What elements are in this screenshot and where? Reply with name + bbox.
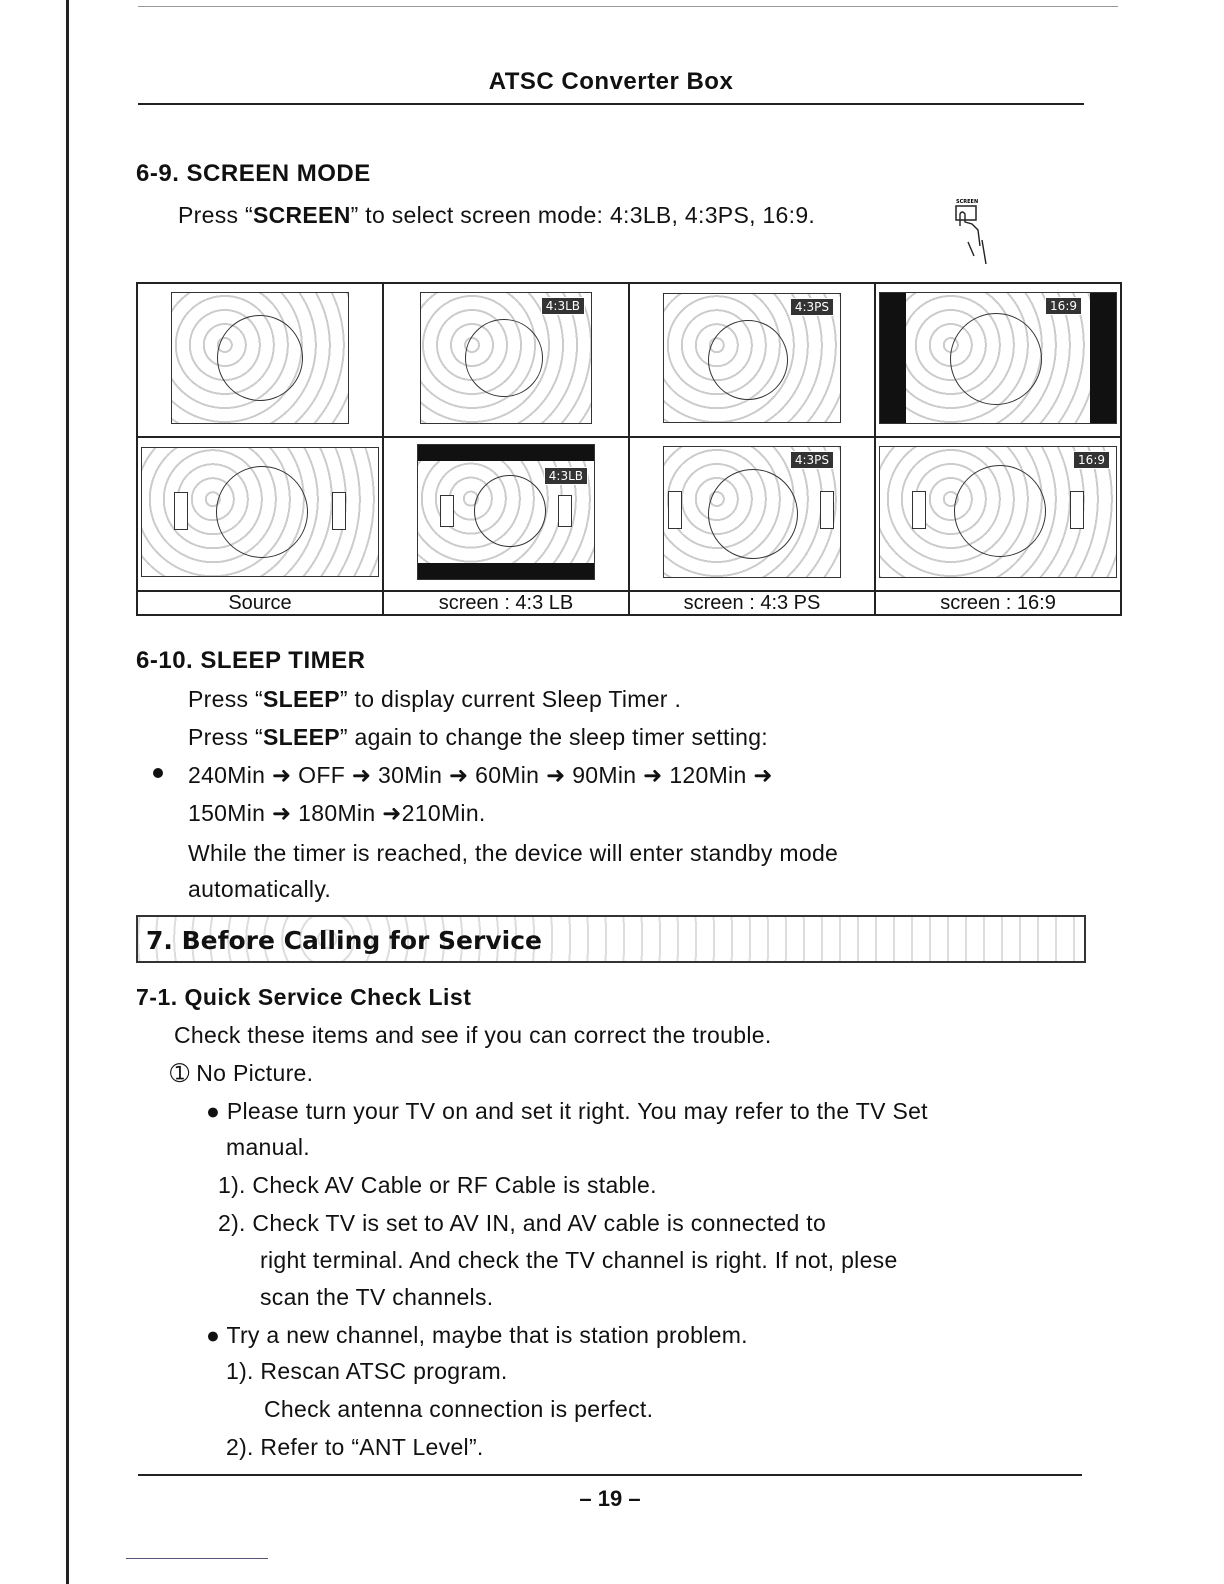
sleep-line-1: Press “SLEEP” to display current Sleep Timer . xyxy=(188,686,682,712)
caption-wide: screen : 16:9 xyxy=(875,591,1121,615)
lb-16x9-screen xyxy=(417,444,595,580)
lb-16x9-cell xyxy=(383,437,629,591)
screen-mode-instruction: Press “SCREEN” to select screen mode: 4:3LB, 4:3PS, 16:9. xyxy=(178,202,816,228)
section-6-10-heading: 6-10. SLEEP TIMER xyxy=(136,647,366,674)
svg-text:SCREEN: SCREEN xyxy=(956,199,979,205)
bullet-1-line-1: ● Please turn your TV on and set it right. You may refer to the TV Set xyxy=(206,1098,928,1124)
bullet-dot xyxy=(153,768,163,778)
remote-press-icon xyxy=(952,196,992,266)
wide-16x9-screen xyxy=(879,446,1117,578)
bullet-2: ● Try a new channel, maybe that is station problem. xyxy=(206,1322,748,1348)
antenna-check: Check antenna connection is perfect. xyxy=(264,1396,654,1422)
sleep-line-3: While the timer is reached, the device will enter standby mode xyxy=(188,840,839,866)
caption-ps: screen : 4:3 PS xyxy=(629,591,875,615)
footer-divider xyxy=(138,1474,1082,1476)
sleep-line-4: automatically. xyxy=(188,876,332,902)
step-1: 1). Check AV Cable or RF Cable is stable. xyxy=(218,1172,657,1198)
step-2-line-3: scan the TV channels. xyxy=(260,1284,494,1310)
page-header-title: ATSC Converter Box xyxy=(488,68,734,95)
wide-badge-2: 16:9 xyxy=(1073,451,1110,469)
ps-badge: 4:3PS xyxy=(790,298,834,316)
sleep-sequence-line-1: 240Min ➜ OFF ➜ 30Min ➜ 60Min ➜ 90Min ➜ 120Min ➜ xyxy=(188,762,773,788)
check-intro: Check these items and see if you can correct the trouble. xyxy=(174,1022,772,1048)
ps-4x3-screen xyxy=(663,293,841,423)
caption-source: Source xyxy=(137,591,383,615)
wide-4x3-screen xyxy=(879,292,1117,424)
bottom-mark xyxy=(126,1558,268,1559)
sleep-line-2: Press “SLEEP” again to change the sleep timer setting: xyxy=(188,724,769,750)
wide-16x9-cell xyxy=(875,437,1121,591)
lb-4x3-cell xyxy=(383,283,629,437)
sleep-sequence-line-2: 150Min ➜ 180Min ➜210Min. xyxy=(188,800,486,826)
bullet-1-line-2: manual. xyxy=(226,1134,310,1160)
top-rule xyxy=(138,6,1118,7)
step-2-line-1: 2). Check TV is set to AV IN, and AV cable is connected to xyxy=(218,1210,827,1236)
source-4x3-screen xyxy=(171,292,349,424)
wide-badge: 16:9 xyxy=(1045,297,1082,315)
source-16x9-cell xyxy=(137,437,383,591)
ps-4x3-cell xyxy=(629,283,875,437)
lb-badge: 4:3LB xyxy=(541,297,585,315)
ps-16x9-screen xyxy=(663,446,841,578)
rescan-step: 1). Rescan ATSC program. xyxy=(226,1358,508,1384)
no-picture-item: ➀ No Picture. xyxy=(170,1060,314,1086)
ps-16x9-cell xyxy=(629,437,875,591)
header-divider xyxy=(138,103,1084,105)
left-margin-rule xyxy=(66,0,69,1584)
screen-mode-comparison-table xyxy=(136,282,1122,616)
wide-4x3-cell xyxy=(875,283,1121,437)
lb-badge-2: 4:3LB xyxy=(544,467,588,485)
source-16x9-screen xyxy=(141,447,379,577)
caption-lb: screen : 4:3 LB xyxy=(383,591,629,615)
ant-level-step: 2). Refer to “ANT Level”. xyxy=(226,1434,484,1460)
ps-badge-2: 4:3PS xyxy=(790,451,834,469)
step-2-line-2: right terminal. And check the TV channel is right. If not, plese xyxy=(260,1247,898,1273)
section-7-banner-title: 7. Before Calling for Service xyxy=(146,926,542,955)
section-6-9-heading: 6-9. SCREEN MODE xyxy=(136,160,371,187)
lb-4x3-screen xyxy=(420,292,592,424)
section-7-1-heading: 7-1. Quick Service Check List xyxy=(136,984,472,1010)
source-4x3-cell xyxy=(137,283,383,437)
page-number: – 19 – xyxy=(579,1486,641,1511)
